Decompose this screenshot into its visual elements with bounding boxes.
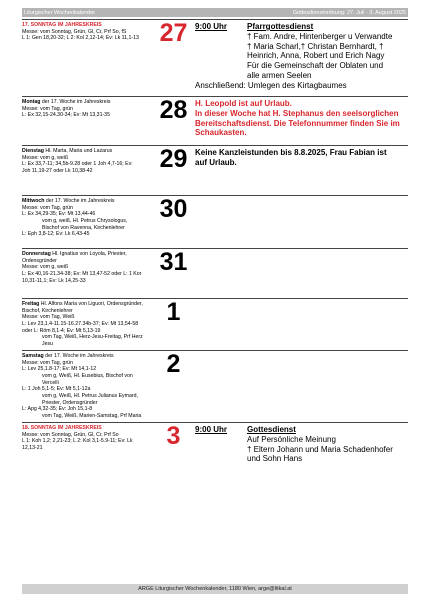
mass-line: Messe: vom g, weiß [22, 264, 69, 271]
reading-line: oder L: Röm 8,1-4; Ev: Mt 5,13-19 [22, 327, 101, 334]
footer-text: ARGE Liturgischer Wochenkalender, 1180 Wien, arge@litkal.at [138, 586, 292, 592]
alt-mass-line: vom g, weiß, Hl. Petrus Chrysologus, [42, 217, 128, 224]
reading-line: L: Ex 34,29-35; Ev: Mt 13,44-46 [22, 211, 96, 218]
day-block-1 [22, 298, 408, 350]
notice-line: Bereitschaftsdienst. Die Telefonnummer finden Sie im [195, 118, 400, 128]
day-block-31 [22, 248, 408, 298]
footer-bar [22, 584, 408, 594]
intention-line: Für die Gemeinschaft der Oblaten und [247, 61, 384, 70]
day-title: Samstag [22, 353, 44, 359]
header-bar [22, 8, 408, 17]
service-time: 9:00 Uhr [195, 425, 228, 434]
reading-line: L 1: Koh 1,2; 2,21-23; L 2: Kol 3,1-5.9-11; Ev: Lk [22, 438, 133, 445]
service-entry [195, 425, 408, 464]
day-number: 30 [159, 195, 188, 223]
intention-line: † Fam. Andre, Hintenberger u Verwandte [247, 31, 393, 41]
day-title: Montag [22, 99, 41, 105]
day-info [22, 198, 155, 238]
day-info [22, 251, 155, 284]
day-block-27 [22, 19, 408, 96]
day-info [22, 99, 155, 119]
notice-line: Schaukasten. [195, 128, 247, 138]
notice [195, 99, 408, 138]
day-title: Dienstag [22, 148, 44, 154]
day-number: 31 [159, 248, 188, 276]
reading-line: L: Ex 40,16-21.34-38; Ev: Mt 13,47-52 oder L: 1 Kor [22, 270, 142, 277]
intention-line: Heinrich, Anna, Robert und Erich Nagy [247, 51, 385, 61]
day-subtitle: der 17. Woche im Jahreskreis [40, 99, 111, 105]
alt-mass-line: vom Tag, Weiß, Herz-Jesu-Freitag, Prf Herz [42, 334, 143, 341]
service-entry [195, 22, 408, 81]
reading-line: Joh 11,19-27 oder Lk 10,38-42 [22, 167, 93, 174]
reading-line: L: Eph 3,8-12; Ev: Lk 6,43-45 [22, 231, 90, 238]
mass-line: Messe: vom Tag, grün [22, 359, 73, 366]
alt-mass-line: Bischof von Ravenna, Kirchenlehrer [42, 224, 125, 231]
office-note [195, 148, 408, 168]
service-extra: Anschließend: Umlegen des Kirtagbaumes [195, 80, 347, 90]
day-subtitle: Hl. Marta, Maria und Lazarus [43, 148, 113, 154]
day-number: 28 [159, 96, 188, 124]
notice-line: H. Leopold ist auf Urlaub. [195, 99, 292, 108]
reading-line: L: Ex 32,15-24.30-34; Ev: Mt 13,31-35 [22, 112, 110, 119]
day-title: Donnerstag [22, 251, 51, 257]
mass-line: Messe: vom Tag, Weiß [22, 314, 75, 321]
reading-line: 10,31-11,1; Ev: Lk 14,25-33 [22, 277, 86, 284]
intention-line: † Eltern Johann und Maria Schadenhofer [247, 444, 393, 454]
service-title: Gottesdienst [247, 425, 296, 434]
alt-mass-line: vom Tag, Weiß, Marien-Samstag, Prf Maria [42, 412, 142, 419]
day-title: Freitag [22, 301, 40, 307]
day-block-28 [22, 96, 408, 145]
intention-line: und Sohn Hans [247, 454, 303, 464]
service-time: 9:00 Uhr [195, 22, 228, 31]
mass-line: Messe: vom Tag, grün [22, 204, 73, 211]
day-subtitle: Hl. Ignatius von Loyola, Priester, Ordensgründer [22, 251, 127, 264]
day-block-30 [22, 195, 408, 248]
reading-line: L: Ex 33,7-11; 34,5b-9.28 oder 1 Joh 4,7-16; Ev: [22, 161, 133, 168]
day-subtitle: der 17. Woche im Jahreskreis [43, 353, 114, 359]
reading-line: L: Lev 23,1.4-11.15-16.27.34b-37; Ev: Mt 13,54-58 [22, 320, 139, 327]
day-subtitle: der 17. Woche im Jahreskreis [44, 198, 115, 204]
day-services [195, 22, 408, 90]
day-info [22, 425, 155, 452]
day-number: 3 [166, 422, 181, 450]
day-info [22, 148, 155, 175]
service-title: Pfarrgottesdienst [247, 22, 314, 31]
mass-line: Messe: vom Sonntag, Grün, Gl, Cr, Prf So [22, 431, 119, 438]
day-title: 17. SONNTAG IM JAHRESKREIS [22, 22, 102, 28]
intention-line: Auf Persönliche Meinung [247, 434, 336, 444]
day-title: 18. SONNTAG IM JAHRESKREIS [22, 425, 102, 431]
day-block-3 [22, 422, 408, 472]
mass-line: Messe: vom Tag, grün [22, 105, 73, 112]
day-subtitle: Hl. Alfons Maria von Liguori, Ordensgründer, Bischof, Kirchenlehrer [22, 301, 143, 314]
mass-line: Messe: vom g, weiß [22, 154, 69, 161]
reading-line: L: Apg 4,32-35; Ev: Joh 15,1-8 [22, 406, 93, 413]
day-title: Mittwoch [22, 198, 45, 204]
notice-line: In dieser Woche hat H. Stephanus den seelsorglichen [195, 108, 399, 118]
intention-line: alle armen Seelen [247, 70, 312, 80]
reading-line: L: 1 Joh 5,1-5; Ev: Mt 5,1-12a [22, 386, 91, 393]
note-line: Keine Kanzleistunden bis 8.8.2025, Frau Fabian ist [195, 148, 387, 157]
day-services [195, 425, 408, 464]
alt-mass-line: Priester, Ordensgründer [42, 399, 98, 406]
intention-line: † Maria Scharl,† Christan Bernhardt, † [247, 41, 384, 51]
note-line: auf Urlaub. [195, 157, 237, 167]
reading-line: L 1: Gen 18,20-32; L 2: Kol 2,12-14; Ev: Lk 11,1-13 [22, 35, 139, 42]
alt-mass-line: Jesu [42, 340, 53, 347]
reading-line: 12,13-21 [22, 444, 43, 451]
day-block-29 [22, 145, 408, 195]
alt-mass-line: Vercelli [42, 379, 59, 386]
day-info [22, 301, 155, 348]
alt-mass-line: vom g, Weiß, Hl. Petrus Julianus Eymard, [42, 392, 138, 399]
day-number: 27 [159, 19, 188, 47]
day-number: 2 [166, 350, 181, 378]
alt-mass-line: vom g, Weiß, Hl. Eusebius, Bischof von [42, 372, 133, 379]
header-left: Liturgischer Wochenkalender [24, 9, 96, 16]
day-info [22, 353, 155, 420]
header-right: Gottesdienstordnung: 27. Juli - 3. August 2025 [292, 9, 406, 16]
day-info [22, 22, 155, 42]
mass-line: Messe: vom Sonntag, Grün, Gl, Cr, Prf So, fS [22, 28, 127, 35]
day-number: 1 [166, 298, 181, 326]
reading-line: L: Lev 25,1.8-17; Ev: Mt 14,1-12 [22, 366, 97, 373]
day-block-2 [22, 350, 408, 422]
day-number: 29 [159, 145, 188, 173]
